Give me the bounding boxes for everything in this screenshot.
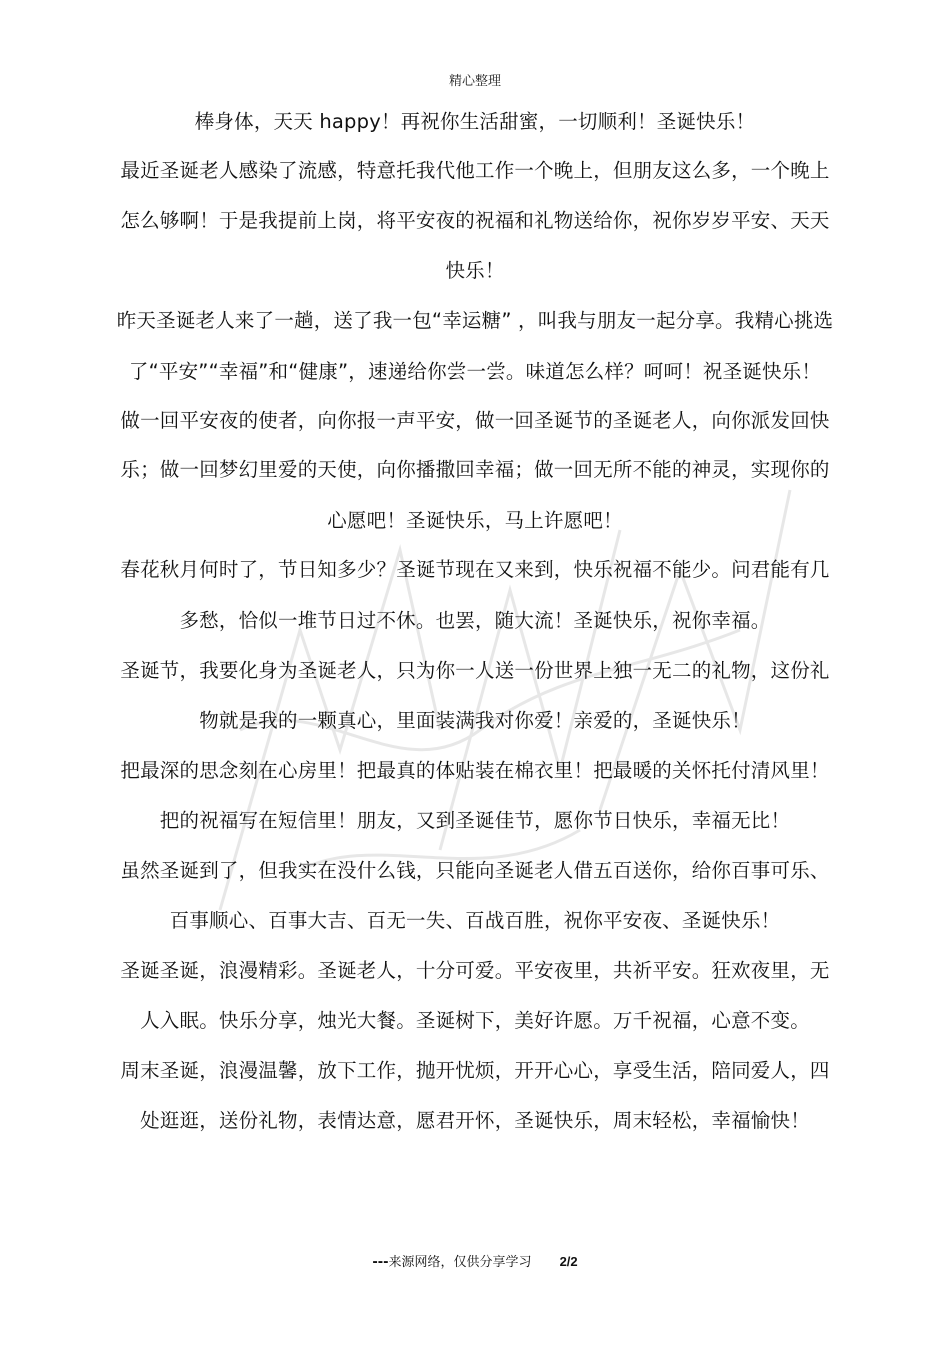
text-line: 快乐！ xyxy=(445,259,505,282)
text-line: 做一回平安夜的使者，向你报一声平安，做一回圣诞节的圣诞老人，向你派发回快 xyxy=(120,409,830,432)
text-line: 百事顺心、百事大吉、百无一失、百战百胜，祝你平安夜、圣诞快乐！ xyxy=(169,909,781,932)
text-line: 棒身体，天天 happy！再祝你生活甜蜜，一切顺利！圣诞快乐！ xyxy=(194,110,756,133)
text-line: 春花秋月何时了，节日知多少？圣诞节现在又来到，快乐祝福不能少。问君能有几 xyxy=(120,558,830,581)
page-header: 精心整理 xyxy=(448,74,501,89)
footer-source: 来源网络，仅供分享学习 xyxy=(388,1255,532,1270)
text-line: 多愁，恰似一堆节日过不休。也罢，随大流！圣诞快乐，祝你幸福。 xyxy=(179,609,771,632)
text-line: 心愿吧！圣诞快乐，马上许愿吧！ xyxy=(327,509,623,532)
text-line: 把的祝福写在短信里！朋友，又到圣诞佳节，愿你节日快乐，幸福无比！ xyxy=(159,809,791,832)
text-line: 怎么够啊！于是我提前上岗，将平安夜的祝福和礼物送给你，祝你岁岁平安、天天 xyxy=(120,209,830,232)
text-line: 乐；做一回梦幻里爱的天使，向你播撒回幸福；做一回无所不能的神灵，实现你的 xyxy=(120,458,830,481)
page-number: 2/2 xyxy=(559,1254,578,1269)
text-line: 了“平安”“幸福”和“健康”，速递给你尝一尝。味道怎么样？呵呵！祝圣诞快乐！ xyxy=(128,360,822,383)
footer-dash: --- xyxy=(372,1255,389,1270)
text-line: 昨天圣诞老人来了一趟，送了我一包“幸运糖” ，叫我与朋友一起分享。我精心挑选 xyxy=(116,309,834,332)
text-line: 物就是我的一颗真心，里面装满我对你爱！亲爱的，圣诞快乐！ xyxy=(199,709,751,732)
text-line: 圣诞节，我要化身为圣诞老人，只为你一人送一份世界上独一无二的礼物，这份礼 xyxy=(120,659,830,682)
text-line: 最近圣诞老人感染了流感，特意托我代他工作一个晚上，但朋友这么多，一个晚上 xyxy=(120,159,830,182)
text-line: 虽然圣诞到了，但我实在没什么钱，只能向圣诞老人借五百送你，给你百事可乐、 xyxy=(120,859,830,882)
page-footer xyxy=(0,1251,950,1270)
text-line: 周末圣诞，浪漫温馨，放下工作，抛开忧烦，开开心心，享受生活，陪同爱人，四 xyxy=(120,1059,830,1082)
text-line: 处逛逛，送份礼物，表情达意，愿君开怀，圣诞快乐，周末轻松，幸福愉快！ xyxy=(140,1109,810,1132)
text-line: 人入眠。快乐分享，烛光大餐。圣诞树下，美好许愿。万千祝福，心意不变。 xyxy=(140,1009,810,1032)
text-line: 把最深的思念刻在心房里！把最真的体贴装在棉衣里！把最暖的关怀托付清风里！ xyxy=(120,759,830,782)
text-line: 圣诞圣诞，浪漫精彩。圣诞老人，十分可爱。平安夜里，共祈平安。狂欢夜里，无 xyxy=(120,959,830,982)
